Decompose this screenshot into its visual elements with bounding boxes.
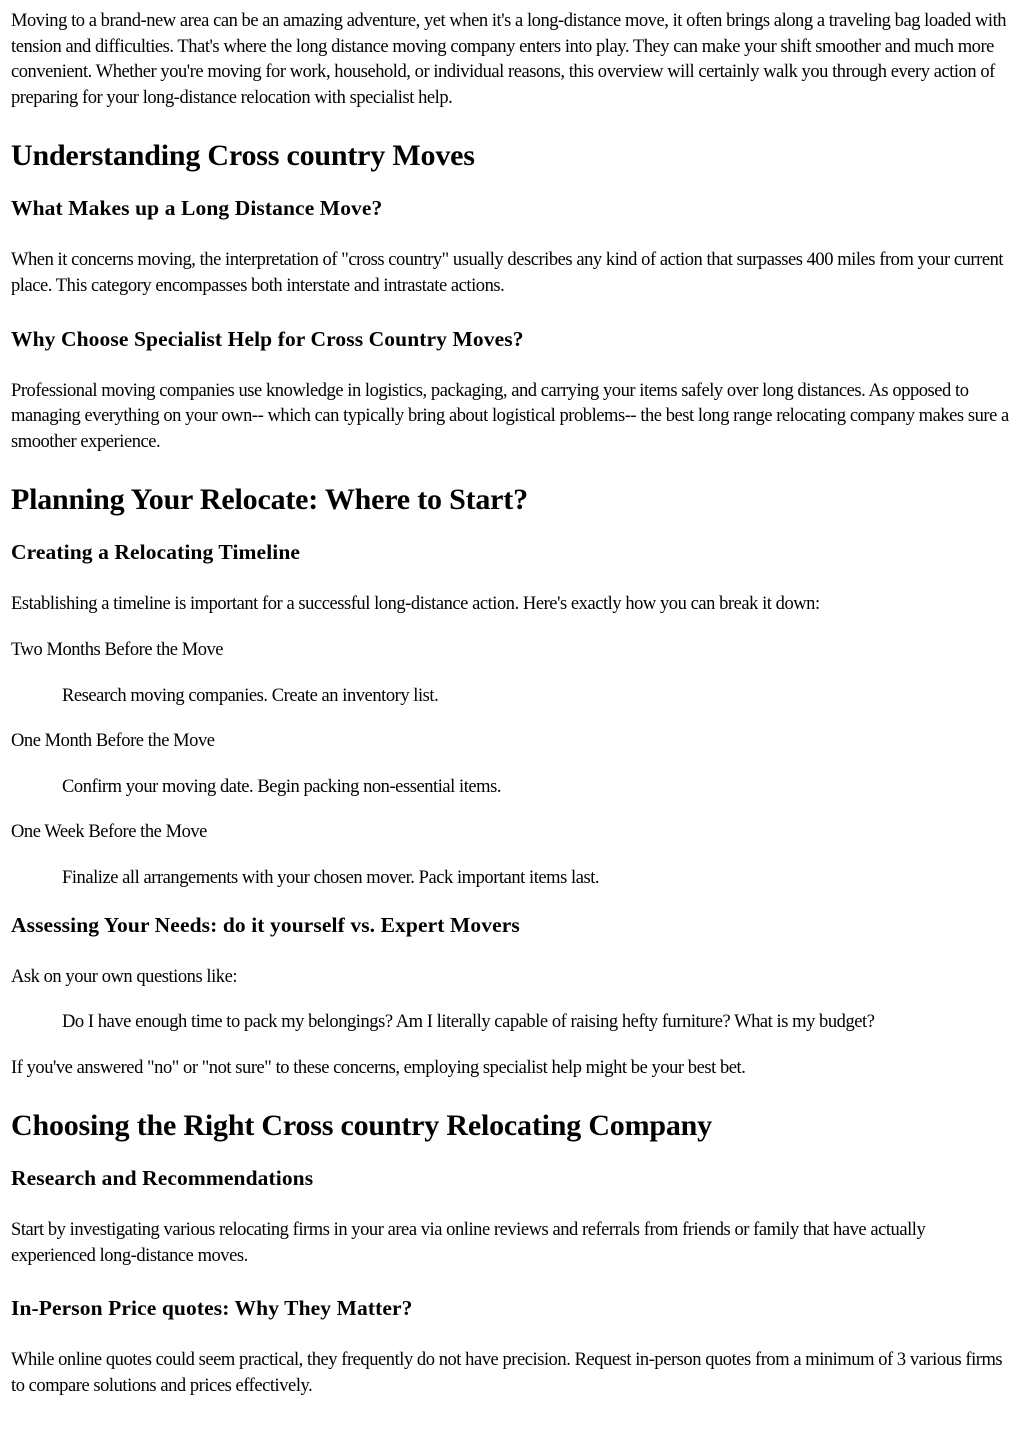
section-heading-understanding: Understanding Cross country Moves	[11, 139, 475, 173]
paragraph-timeline-intro: Establishing a timeline is important for a successful long-distance action. Here's exactly how you can break it down:	[11, 594, 820, 615]
section-heading-choosing: Choosing the Right Cross country Relocating Company	[11, 1109, 712, 1143]
paragraph-ask-questions: Ask on your own questions like:	[11, 966, 238, 987]
questions-list: Do I have enough time to pack my belongings? Am I literally capable of raising hefty furniture? What is my budget?	[62, 1012, 875, 1033]
subheading-why-choose: Why Choose Specialist Help for Cross Country Moves?	[11, 326, 524, 351]
paragraph-definition: When it concerns moving, the interpretation of "cross country" usually describes any kind of action that surpasses 400 miles from your current place. This category encompasses both interstate and intrastate actions.	[11, 250, 1004, 296]
paragraph-professional-help: Professional moving companies use knowledge in logistics, packaging, and carrying your items safely over long distances. As opposed to managing everything on your own-- which can typically bring about logistical problems-- the best long range relocating company makes sure a smoother experience.	[11, 380, 1009, 452]
section-heading-planning: Planning Your Relocate: Where to Start?	[11, 483, 528, 517]
timeline-detail: Finalize all arrangements with your chosen mover. Pack important items last.	[62, 867, 600, 888]
subheading-in-person-quotes: In-Person Price quotes: Why They Matter?	[11, 1296, 413, 1321]
timeline-list	[11, 638, 1010, 892]
timeline-detail: Confirm your moving date. Begin packing non-essential items.	[62, 776, 502, 797]
subheading-what-makes-up: What Makes up a Long Distance Move?	[11, 196, 383, 221]
timeline-detail: Research moving companies. Create an inventory list.	[62, 685, 439, 706]
paragraph-in-person-quotes: While online quotes could seem practical, they frequently do not have precision. Request in-person quotes from a minimum of 3 various firms to compare solutions and prices effectively.	[11, 1350, 1003, 1397]
intro-paragraph: Moving to a brand-new area can be an amazing adventure, yet when it's a long-distance move, it often brings along a traveling bag loaded with tension and difficulties. That's where the long distance moving company enters into play. They can make your shift smoother and much more convenient. Whether you're moving for work, household, or individual reasons, this overview will certainly walk you through every action of preparing for your long-distance relocation with specialist help.	[11, 11, 1007, 108]
paragraph-conclusion: If you've answered "no" or "not sure" to these concerns, employing specialist help might be your best bet.	[11, 1057, 746, 1078]
subheading-assessing-needs: Assessing Your Needs: do it yourself vs. Expert Movers	[11, 912, 520, 937]
subheading-timeline: Creating a Relocating Timeline	[11, 540, 301, 565]
subheading-research: Research and Recommendations	[11, 1166, 314, 1191]
timeline-label: One Month Before the Move	[11, 731, 215, 752]
timeline-label: One Week Before the Move	[11, 822, 207, 843]
paragraph-research: Start by investigating various relocating firms in your area via online reviews and referrals from friends or family that have actually experienced long-distance moves.	[11, 1220, 926, 1266]
timeline-label: Two Months Before the Move	[11, 639, 224, 660]
